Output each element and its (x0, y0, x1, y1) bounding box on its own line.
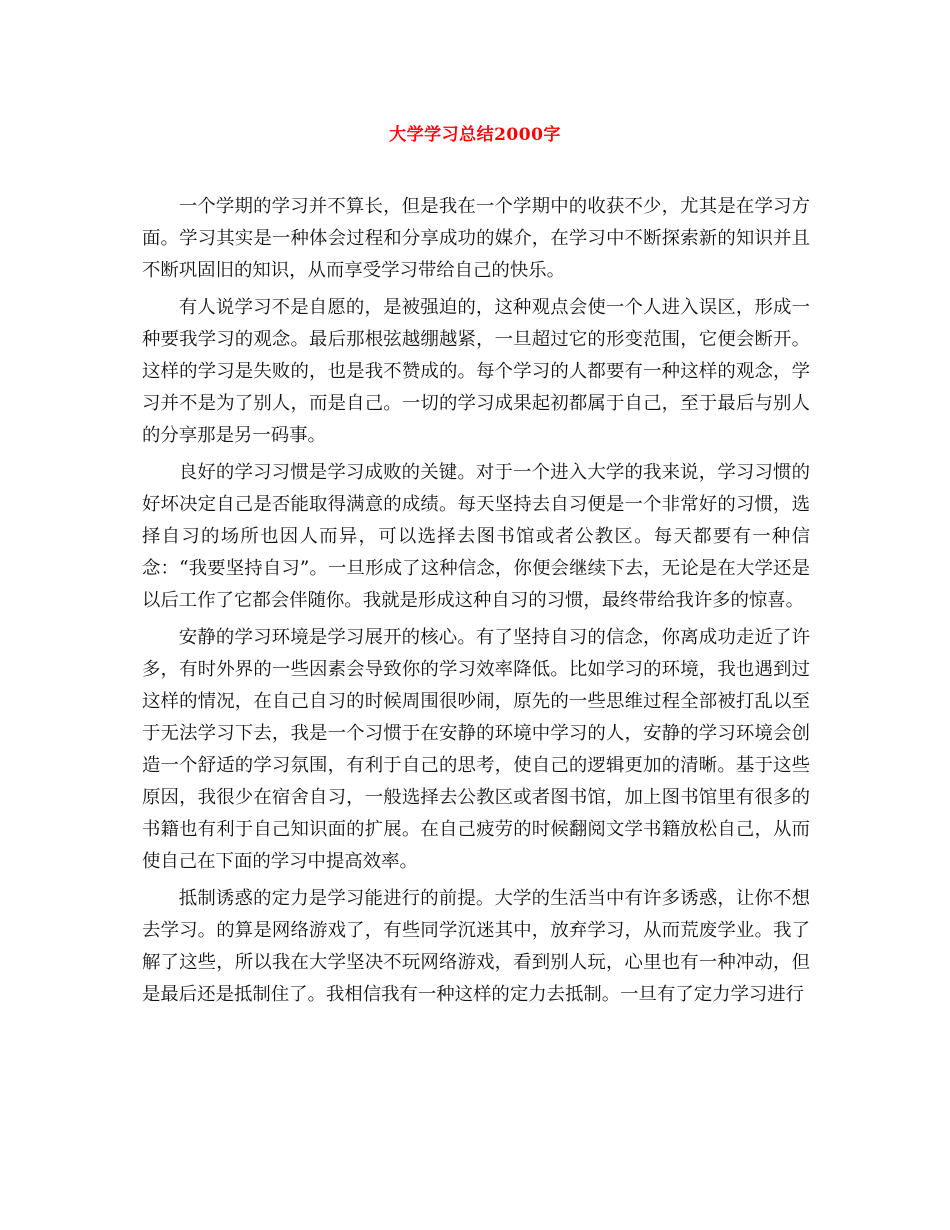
document-body (142, 191, 810, 1016)
paragraph: 良好的学习习惯是学习成败的关键。对于一个进入大学的我来说，学习习惯的好坏决定自己是否能取得满意的成绩。每天坚持去自习便是一个非常好的习惯，选择自习的场所也因人而异，可以选择去图书馆或者公教区。每天都要有一种信念：“我要坚持自习”。一旦形成了这种信念，你便会继续下去，无论是在大学还是以后工作了它都会伴随你。我就是形成这种自习的习惯，最终带给我许多的惊喜。 (142, 462, 810, 611)
paragraph: 有人说学习不是自愿的，是被强迫的，这种观点会使一个人进入误区，形成一种要我学习的观念。最后那根弦越绷越紧，一旦超过它的形变范围，它便会断开。这样的学习是失败的，也是我不赞成的。每个学习的人都要有一种这样的观念，学习并不是为了别人，而是自己。一切的学习成果起初都属于自己，至于最后与别人的分享那是另一码事。 (142, 297, 810, 446)
paragraph: 安静的学习环境是学习展开的核心。有了坚持自习的信念，你离成功走近了许多，有时外界的一些因素会导致你的学习效率降低。比如学习的环境，我也遇到过这样的情况，在自己自习的时候周围很吵闹，原先的一些思维过程全部被打乱以至于无法学习下去，我是一个习惯于在安静的环境中学习的人，安静的学习环境会创造一个舒适的学习氛围，有利于自己的思考，使自己的逻辑更加的清晰。基于这些原因，我很少在宿舍自习，一般选择去公教区或者图书馆，加上图书馆里有很多的书籍也有利于自己知识面的扩展。在自己疲劳的时候翻阅文学书籍放松自己，从而使自己在下面的学习中提高效率。 (142, 627, 810, 872)
paragraph: 一个学期的学习并不算长，但是我在一个学期中的收获不少，尤其是在学习方面。学习其实是一种体会过程和分享成功的媒介，在学习中不断探索新的知识并且不断巩固旧的知识，从而享受学习带给自己的快乐。 (142, 196, 810, 281)
document-title: 大学学习总结2000字 (389, 125, 561, 145)
paragraph: 抵制诱惑的定力是学习能进行的前提。大学的生活当中有许多诱惑，让你不想去学习。的算是网络游戏了，有些同学沉迷其中，放弃学习，从而荒废学业。我了解了这些，所以我在大学坚决不玩网络游戏，看到别人玩，心里也有一种冲动，但是最后还是抵制住了。我相信我有一种这样的定力去抵制。一旦有了定力学习进行 (142, 888, 810, 1005)
